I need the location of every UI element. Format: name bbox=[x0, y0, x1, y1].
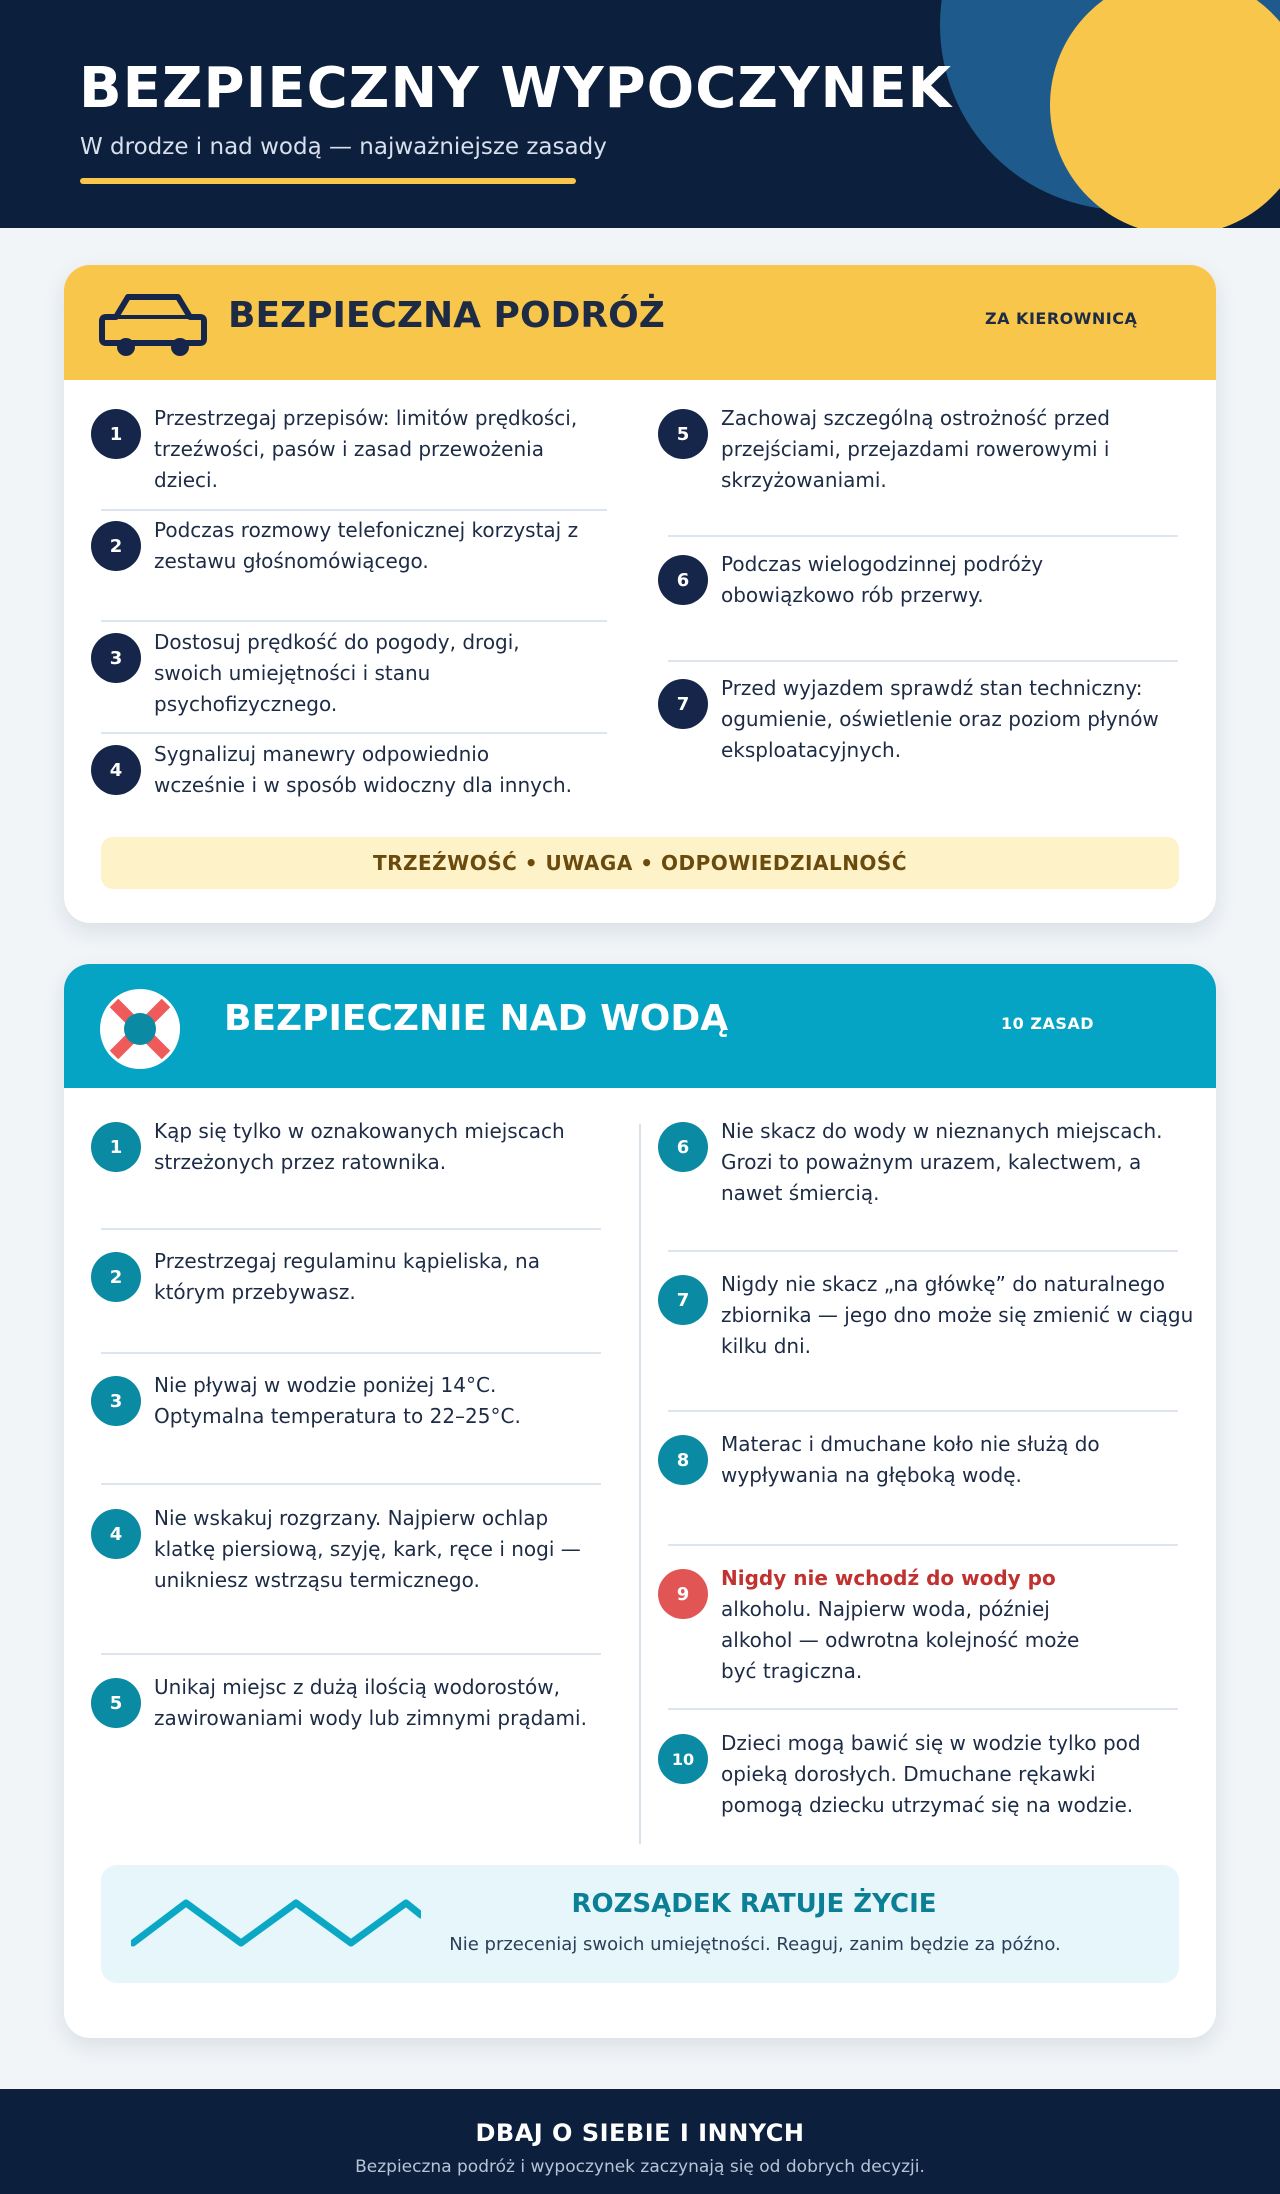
rule-text: Unikaj miejsc z dużą ilością wodorostów, zawirowaniami wody lub zimnymi prądami. bbox=[154, 1675, 587, 1730]
rule-number-badge: 7 bbox=[658, 1275, 708, 1325]
rule-divider bbox=[668, 1708, 1178, 1710]
water-safety-card bbox=[64, 964, 1216, 2038]
column-divider bbox=[639, 1124, 641, 1844]
rule-divider bbox=[101, 732, 607, 734]
rule-number-badge: 10 bbox=[658, 1734, 708, 1784]
rule-divider bbox=[668, 535, 1178, 537]
travel-card-tag: ZA KIEROWNICĄ bbox=[985, 309, 1138, 328]
rule-number-badge: 5 bbox=[658, 409, 708, 459]
water-rule-10 bbox=[658, 1731, 1178, 1834]
rule-text: Przed wyjazdem sprawdź stan techniczny: ogumienie, oświetlenie oraz poziom płynów eksploatacyjnych. bbox=[721, 676, 1159, 762]
rule-divider bbox=[101, 1483, 601, 1485]
rule-text: Przestrzegaj przepisów: limitów prędkości, trzeźwości, pasów i zasad przewożenia dzieci. bbox=[154, 406, 578, 492]
footer-subtitle: Bezpieczna podróż i wypoczynek zaczynają się od dobrych decyzji. bbox=[355, 2157, 925, 2177]
travel-card-header bbox=[64, 265, 1216, 380]
rule-text: Materac i dmuchane koło nie służą do wypływania na głęboką wodę. bbox=[721, 1432, 1100, 1487]
rule-text: Podczas wielogodzinnej podróży obowiązkowo rób przerwy. bbox=[721, 552, 1044, 607]
callout-title: ROZSĄDEK RATUJE ŻYCIE bbox=[571, 1889, 937, 1919]
rule-alert-text: Nigdy nie wchodź do wody po bbox=[721, 1566, 1056, 1590]
rule-text: Dzieci mogą bawić się w wodzie tylko pod opieką dorosłych. Dmuchane rękawki pomogą dziecku utrzymać się na wodzie. bbox=[721, 1731, 1141, 1817]
travel-rule-4 bbox=[91, 742, 581, 840]
car-icon bbox=[98, 289, 208, 359]
rule-number-badge: 6 bbox=[658, 555, 708, 605]
rule-divider bbox=[668, 1544, 1178, 1546]
page-subtitle: W drodze i nad wodą — najważniejsze zasady bbox=[80, 134, 607, 160]
rule-divider bbox=[101, 620, 607, 622]
rule-number-badge: 1 bbox=[91, 1122, 141, 1172]
water-card-title: BEZPIECZNIE NAD WODĄ bbox=[224, 998, 729, 1039]
rule-text-rest: alkoholu. Najpierw woda, później alkohol — odwrotna kolejność może być tragiczna. bbox=[721, 1597, 1080, 1683]
water-card-header bbox=[64, 964, 1216, 1088]
rule-text: Nie wskakuj rozgrzany. Najpierw ochlap klatkę piersiową, szyję, kark, ręce i nogi — unikniesz wstrząsu termicznego. bbox=[154, 1506, 581, 1592]
water-card-tag: 10 ZASAD bbox=[1001, 1014, 1095, 1033]
water-rule-4 bbox=[91, 1506, 611, 1609]
rule-divider bbox=[668, 660, 1178, 662]
rule-text: Podczas rozmowy telefonicznej korzystaj z zestawu głośnomówiącego. bbox=[154, 518, 579, 573]
rule-divider bbox=[101, 1653, 601, 1655]
rule-number-badge-alert: 9 bbox=[658, 1569, 708, 1619]
rule-text: Sygnalizuj manewry odpowiednio wcześnie i w sposób widoczny dla innych. bbox=[154, 742, 573, 797]
rule-divider bbox=[101, 509, 607, 511]
page-footer bbox=[0, 2089, 1280, 2194]
rule-number-badge: 8 bbox=[658, 1435, 708, 1485]
rule-number-badge: 3 bbox=[91, 1376, 141, 1426]
rule-text bbox=[721, 1563, 1121, 1687]
travel-rule-3 bbox=[91, 630, 581, 728]
rule-number-badge: 4 bbox=[91, 745, 141, 795]
travel-rule-2 bbox=[91, 518, 581, 601]
rule-number-badge: 2 bbox=[91, 1252, 141, 1302]
rule-text: Kąp się tylko w oznakowanych miejscach strzeżonych przez ratownika. bbox=[154, 1119, 565, 1174]
rule-number-badge: 3 bbox=[91, 633, 141, 683]
page-title: BEZPIECZNY WYPOCZYNEK bbox=[79, 56, 953, 121]
water-rule-3 bbox=[91, 1373, 611, 1456]
rule-divider bbox=[668, 1250, 1178, 1252]
rule-divider bbox=[101, 1228, 601, 1230]
rule-number-badge: 2 bbox=[91, 521, 141, 571]
travel-motto-banner: TRZEŹWOŚĆ • UWAGA • ODPOWIEDZIALNOŚĆ bbox=[101, 837, 1179, 889]
rule-text: Dostosuj prędkość do pogody, drogi, swoich umiejętności i stanu psychofizycznego. bbox=[154, 630, 520, 716]
water-rule-8 bbox=[658, 1432, 1178, 1515]
water-rule-1 bbox=[91, 1119, 611, 1202]
rule-divider bbox=[101, 1352, 601, 1354]
water-rule-2 bbox=[91, 1249, 611, 1332]
travel-rule-1 bbox=[91, 406, 581, 504]
rule-text: Nie pływaj w wodzie poniżej 14°C. Optymalna temperatura to 22–25°C. bbox=[154, 1373, 521, 1428]
title-underline bbox=[80, 178, 576, 184]
rule-number-badge: 1 bbox=[91, 409, 141, 459]
hero-header bbox=[0, 0, 1280, 228]
water-rule-9 bbox=[658, 1566, 1178, 1689]
rule-divider bbox=[668, 1410, 1178, 1412]
rule-text: Przestrzegaj regulaminu kąpieliska, na którym przebywasz. bbox=[154, 1249, 540, 1304]
rule-number-badge: 4 bbox=[91, 1509, 141, 1559]
rule-text: Zachowaj szczególną ostrożność przed przejściami, przejazdami rowerowymi i skrzyżowaniami. bbox=[721, 406, 1111, 492]
rule-number-badge: 6 bbox=[658, 1122, 708, 1172]
rule-text: Nie skacz do wody w nieznanych miejscach. Grozi to poważnym urazem, kalectwem, a nawet śmiercią. bbox=[721, 1119, 1163, 1205]
lifebuoy-icon bbox=[98, 987, 182, 1071]
travel-card-title: BEZPIECZNA PODRÓŻ bbox=[228, 295, 665, 336]
footer-title: DBAJ O SIEBIE I INNYCH bbox=[475, 2119, 805, 2147]
rule-number-badge: 5 bbox=[91, 1678, 141, 1728]
rule-number-badge: 7 bbox=[658, 679, 708, 729]
water-rule-7 bbox=[658, 1272, 1198, 1375]
callout-text: Nie przeceniaj swoich umiejętności. Reaguj, zanim będzie za późno. bbox=[449, 1934, 1061, 1955]
common-sense-callout bbox=[101, 1865, 1179, 1983]
travel-rule-5 bbox=[658, 406, 1178, 504]
travel-rule-7 bbox=[658, 676, 1178, 774]
rule-text: Nigdy nie skacz „na główkę” do naturalnego zbiornika — jego dno może się zmienić w ciągu kilku dni. bbox=[721, 1272, 1194, 1358]
water-rule-5 bbox=[91, 1675, 631, 1758]
decorative-circle-yellow bbox=[1050, 0, 1280, 228]
water-rule-6 bbox=[658, 1119, 1178, 1222]
travel-rule-6 bbox=[658, 552, 1178, 625]
travel-safety-card bbox=[64, 265, 1216, 923]
